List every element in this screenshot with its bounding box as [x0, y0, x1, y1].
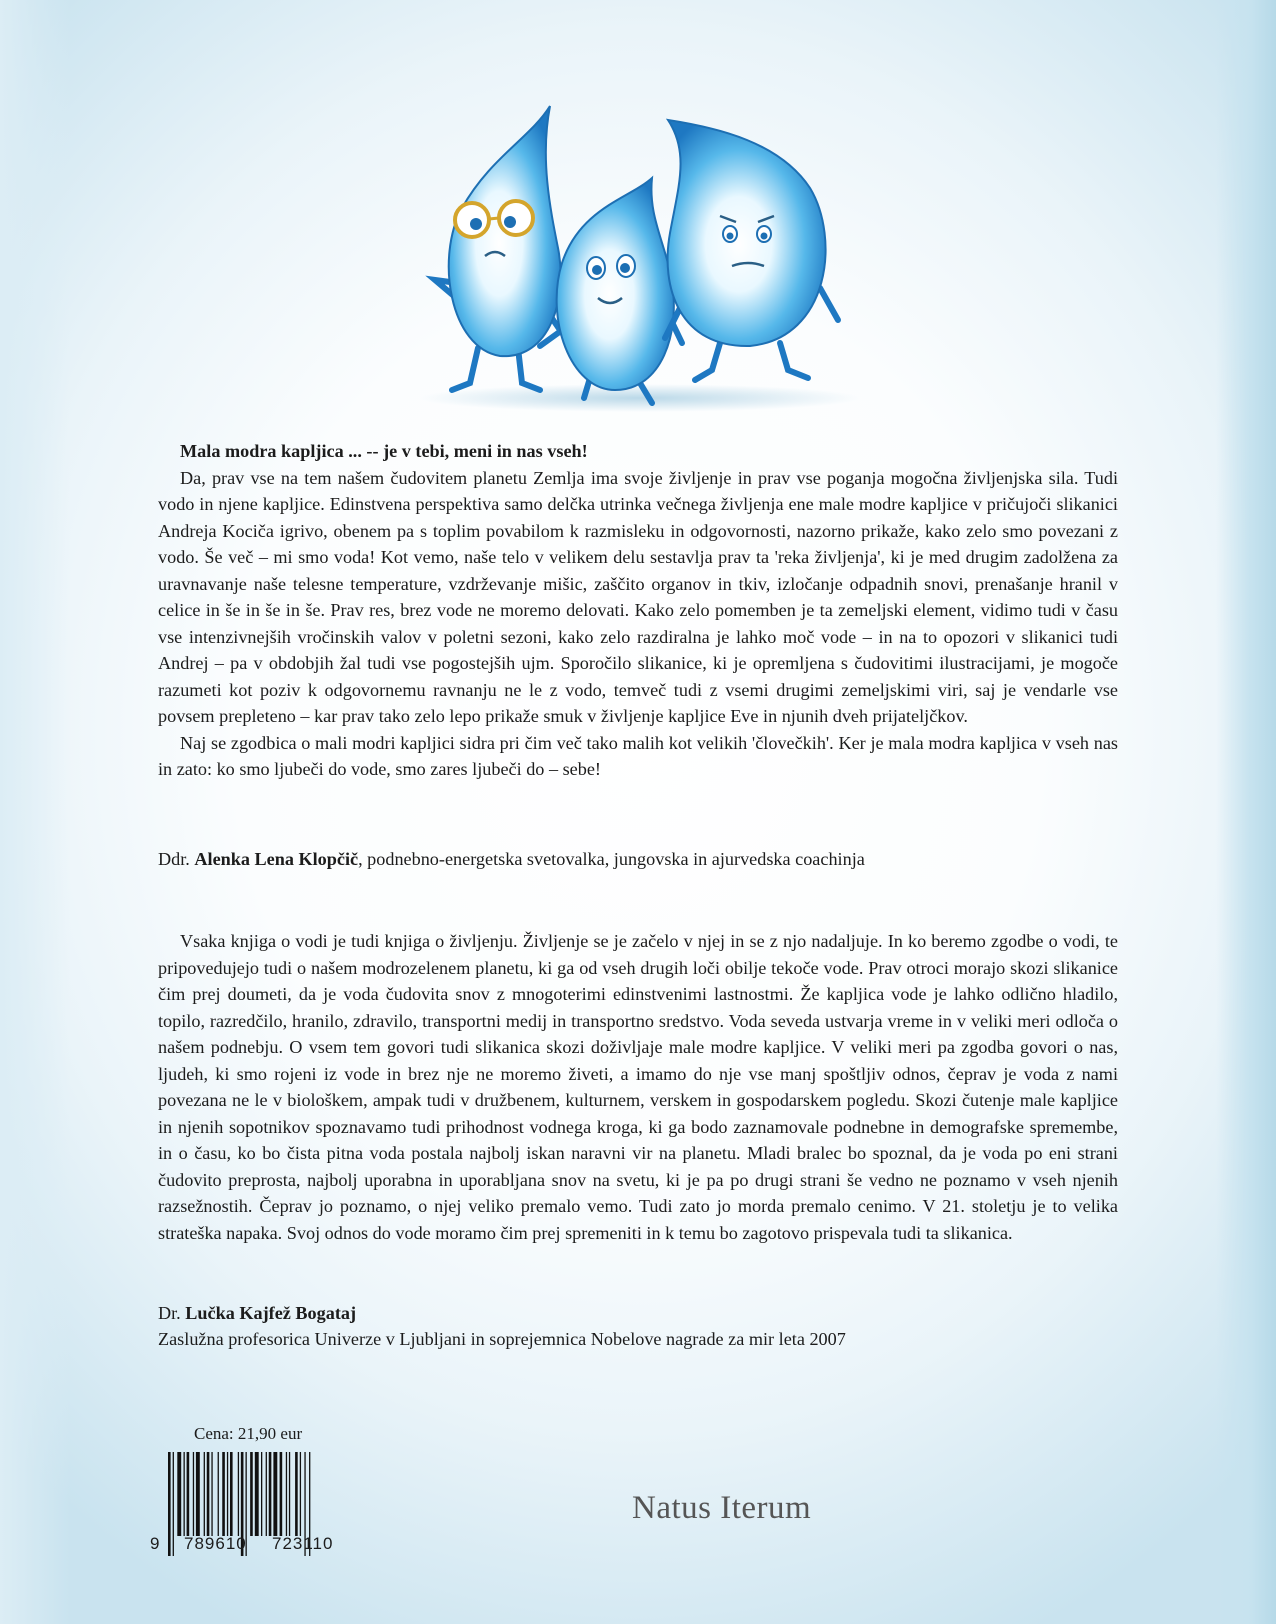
barcode-bar: [207, 1452, 210, 1536]
barcode-bar: [227, 1452, 228, 1536]
barcode-digits-right: 723110: [272, 1534, 334, 1553]
foreword-paragraph-1: Da, prav vse na tem našem čudovitem planetu Zemlja ima svoje življenje in prav vse poganja mogočna življenjska sila. Tudi vodo in njene kapljice. Edinstvena perspektiva samo delčka utrinka večnega življenja ene male modre kapljice v pričujoči slikanici Andreja Kociča igrivo, obenem pa s toplim povabilom k razmisleku in odgovornosti, nazorno prikaže, kako zelo smo povezani z vodo. Še več – mi smo voda! Kot vemo, naše telo v velikem delu sestavlja prav ta 'reka življenja', ki je med drugim zadolžena za uravnavanje naše telesne temperature, vzdrževanje mišic, zaščito organov in tkiv, izločanje odpadnih snovi, prenašanje hranil v celice in še in še in še. Prav res, brez vode ne moremo delovati. Kako zelo pomemben je ta zemeljski element, vidimo tudi v času vse intenzivnejših vročinskih valov v poletni sezoni, kako zelo razdiralna je lahko moč vode – in na to opozori v slikanici tudi Andrej – pa v obdobjih žal tudi vse pogostejših ujm. Sporočilo slikanice, ki je opremljena s čudovitimi ilustracijami, je mogoče razumeti kot poziv k odgovornemu ravnanju ne le z vodo, temveč tudi z vsemi drugimi zemeljskimi viri, saj je vendarle vse povsem prepleteno – kar prav tako zelo lepo prikaže smuk v življenje kapljice Eve in njunih dveh prijateljčkov.: [158, 467, 1118, 726]
barcode-bar: [286, 1452, 287, 1536]
publisher-name: Natus Iterum: [632, 1490, 812, 1526]
price-label: Cena: 21,90 eur: [194, 1424, 303, 1443]
barcode-bar: [289, 1452, 290, 1536]
barcode-bar: [261, 1452, 262, 1536]
droplet-character-middle: [540, 178, 682, 403]
page-edge-right: [1216, 0, 1276, 1624]
credit-2-prefix: Dr.: [158, 1303, 181, 1323]
credit-author-1: [158, 846, 865, 872]
barcode-bar: [280, 1452, 283, 1536]
droplet-character-right: [665, 120, 838, 380]
barcode-bar: [168, 1452, 171, 1556]
barcode-bar: [184, 1452, 185, 1536]
barcode-bar: [266, 1452, 267, 1536]
barcode-bar: [211, 1452, 212, 1536]
barcode-digit-lead: 9: [150, 1534, 161, 1553]
credit-1-role: , podnebno-energetska svetovalka, jungovska in ajurvedska coachinja: [358, 849, 865, 869]
barcode-bar: [269, 1452, 272, 1536]
barcode-bar: [196, 1452, 200, 1536]
barcode-bar: [173, 1452, 174, 1556]
credit-1-prefix: Ddr.: [158, 849, 190, 869]
barcode-bar: [238, 1452, 239, 1536]
barcode-bar: [250, 1452, 253, 1536]
page-edge-left: [0, 0, 70, 1624]
credit-2-role: Zaslužna profesorica Univerze v Ljubljani in soprejemnica Nobelove nagrade za mir leta 2007: [158, 1329, 846, 1349]
water-droplets-illustration: [390, 98, 890, 418]
foreword-section-1: [158, 438, 1118, 783]
barcode-bar: [187, 1452, 190, 1536]
barcode-digits-left: 789610: [184, 1534, 247, 1553]
foreword-paragraph-3: Vsaka knjiga o vodi je tudi knjiga o življenju. Življenje se je začelo v njej in se z njo nadaljuje. In ko beremo zgodbe o vodi, te pripovedujejo tudi o našem modrozelenem planetu, ki ga od vseh drugih loči obilje tekoče vode. Prav otroci morajo skozi slikanice čim prej doumeti, da je voda čudovita snov z mnogoterimi edinstvenimi lastnostmi. Že kapljica vode je lahko odlično hladilo, topilo, razredčilo, hranilo, zdravilo, transportni medij in transportno sredstvo. Voda seveda ustvarja vreme in v veliki meri odloča o našem podnebju. O vsem tem govori tudi slikanica skozi doživljaje male modre kapljice. V veliki meri pa zgodba govori o nas, ljudeh, ki smo rojeni iz vode in brez nje ne moremo živeti, a imamo do nje vse manj spoštljiv odnos, čeprav je voda z nami povezana ne le v biološkem, ampak tudi v družbenem, kulturnem, verskem in gospodarskem pogledu. Skozi čutenje male kapljice in njenih sopotnikov spoznavamo tudi prihodnost vodnega kroga, ki ga bodo zaznamovale podnebne in demografske spremembe, in o času, ko bo čista pitna voda postala najbolj iskan naravni vir na planetu. Mladi bralec bo spoznal, da je voda po eni strani čudovito preprosta, najbolj uporabna in uporabljana snov na svetu, ki je pa po drugi strani še vedno ne poznamo v vseh njenih razsežnostih. Čeprav jo poznamo, o njej veliko premalo vemo. Tudi zato jo morda premalo cenimo. V 21. stoletju je to velika strateška napaka. Svoj odnos do vode moramo čim prej spremeniti in k temu bo zagotovo prispevala tudi ta slikanica.: [158, 931, 1118, 1243]
barcode-bar: [230, 1452, 233, 1536]
barcode-bar: [218, 1452, 219, 1536]
credit-2-name: Lučka Kajfež Bogataj: [185, 1303, 357, 1323]
barcode-bar: [273, 1452, 277, 1536]
barcode-bar: [193, 1452, 194, 1536]
barcode-bar: [255, 1452, 259, 1536]
barcode-bar: [295, 1452, 298, 1536]
foreword-section-2: [158, 928, 1118, 1246]
credit-author-2: [158, 1300, 846, 1352]
barcode-bar: [204, 1452, 205, 1536]
foreword-heading: Mala modra kapljica ... -- je v tebi, meni in nas vseh!: [180, 441, 588, 461]
credit-1-name: Alenka Lena Klopčič: [194, 849, 359, 869]
barcode-bar: [300, 1452, 301, 1536]
foreword-paragraph-2: Naj se zgodbica o mali modri kapljici sidra pri čim več tako malih kot velikih 'človečkih'. Ker je mala modra kapljica v vseh nas in zato: ko smo ljubeči do vode, smo zares ljubeči do – sebe!: [158, 732, 1118, 779]
barcode-bar: [177, 1452, 181, 1536]
barcode-bar: [222, 1452, 225, 1536]
